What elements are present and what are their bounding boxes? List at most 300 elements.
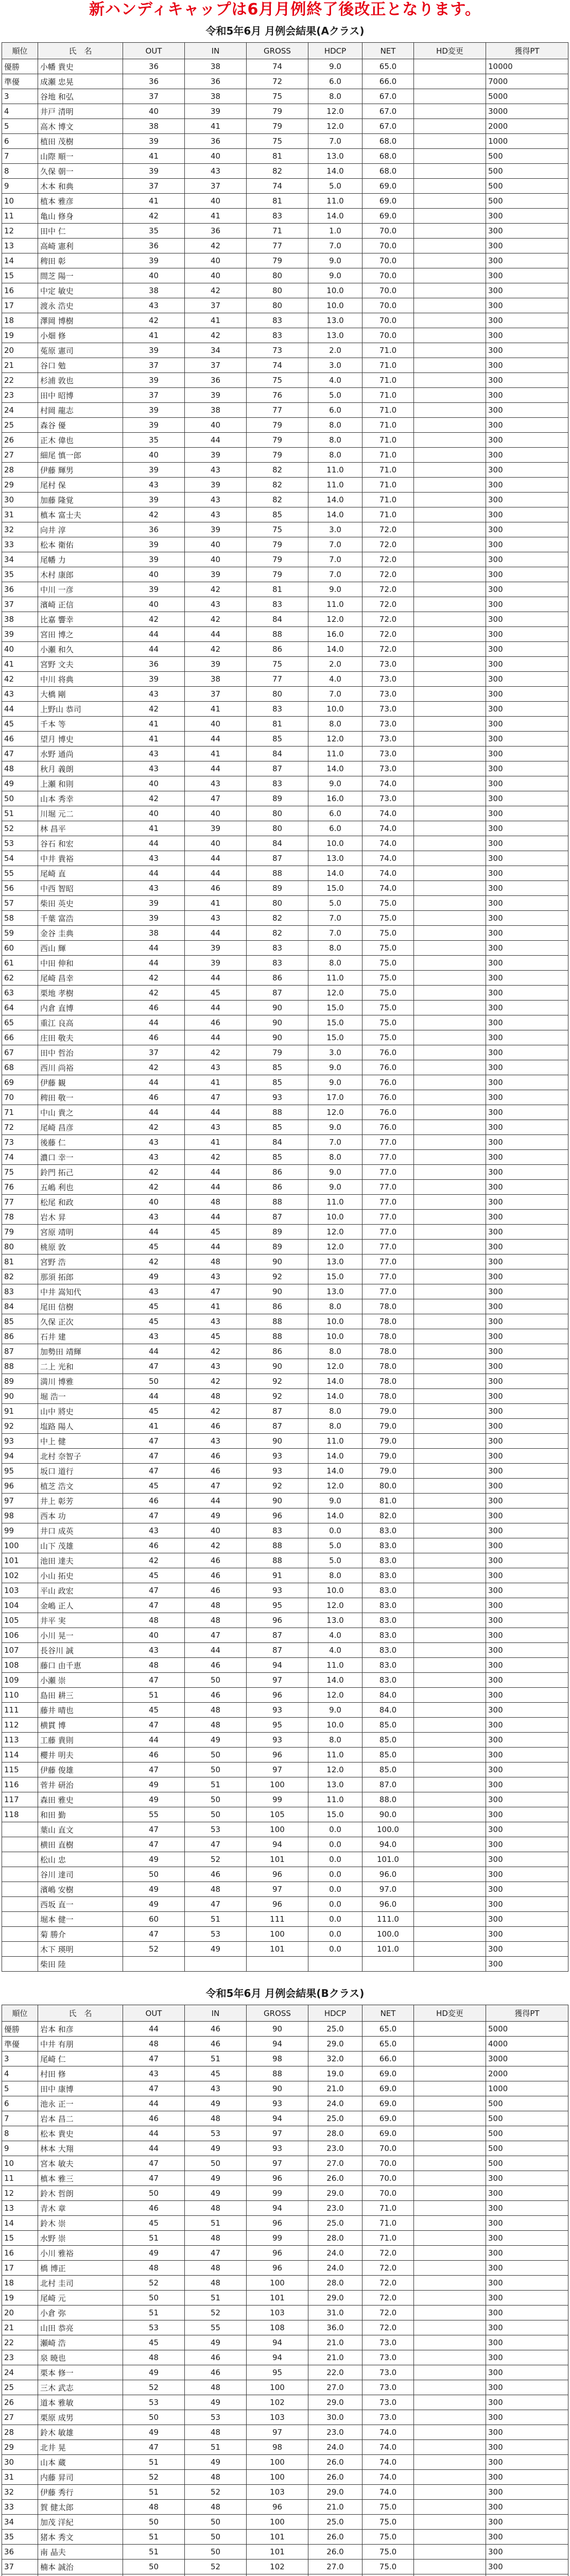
net-cell: 77.0 bbox=[362, 1135, 414, 1150]
points-cell: 300 bbox=[486, 2410, 568, 2425]
hd-change-cell bbox=[414, 851, 486, 866]
points-cell: 300 bbox=[486, 2335, 568, 2350]
in-cell: 51 bbox=[185, 2216, 247, 2231]
out-cell: 50 bbox=[123, 2560, 185, 2574]
out-cell: 47 bbox=[123, 1598, 185, 1613]
hdcp-cell: 11.0 bbox=[308, 747, 362, 761]
hdcp-cell: 25.0 bbox=[308, 2216, 362, 2231]
out-cell: 41 bbox=[123, 194, 185, 209]
rank-cell: 33 bbox=[2, 537, 38, 552]
gross-cell: 88 bbox=[247, 1314, 308, 1329]
table-row bbox=[2, 1210, 568, 1225]
net-cell: 71.0 bbox=[362, 463, 414, 478]
gross-cell: 79 bbox=[247, 104, 308, 119]
gross-cell: 85 bbox=[247, 732, 308, 747]
rank-cell: 30 bbox=[2, 2455, 38, 2470]
table-row bbox=[2, 1135, 568, 1150]
points-cell: 500 bbox=[486, 194, 568, 209]
in-cell: 41 bbox=[185, 896, 247, 911]
hdcp-cell: 0.0 bbox=[308, 1837, 362, 1852]
hd-change-cell bbox=[414, 2395, 486, 2410]
out-cell: 47 bbox=[123, 1509, 185, 1523]
points-cell: 300 bbox=[486, 926, 568, 941]
points-cell: 300 bbox=[486, 971, 568, 986]
rank-cell: 49 bbox=[2, 776, 38, 791]
in-cell: 49 bbox=[185, 2171, 247, 2186]
out-cell: 43 bbox=[123, 1150, 185, 1165]
in-cell: 39 bbox=[185, 567, 247, 582]
net-cell: 69.0 bbox=[362, 2096, 414, 2111]
gross-cell: 100 bbox=[247, 2276, 308, 2291]
gross-cell bbox=[247, 2574, 308, 2576]
name-cell: 尾田 信樹 bbox=[38, 1299, 123, 1314]
table-row bbox=[2, 537, 568, 552]
in-cell: 38 bbox=[185, 403, 247, 418]
net-cell: 85.0 bbox=[362, 1762, 414, 1777]
name-cell: 堀 浩一 bbox=[38, 1389, 123, 1404]
rank-cell: 準優 bbox=[2, 2037, 38, 2052]
points-cell: 300 bbox=[486, 687, 568, 702]
out-cell: 51 bbox=[123, 1688, 185, 1703]
out-cell: 38 bbox=[123, 283, 185, 298]
gross-cell: 99 bbox=[247, 1792, 308, 1807]
hd-change-cell bbox=[414, 1852, 486, 1867]
name-cell: 谷石 和宏 bbox=[38, 836, 123, 851]
rank-cell: 74 bbox=[2, 1150, 38, 1165]
in-cell: 37 bbox=[185, 179, 247, 194]
column-header: HDCP bbox=[308, 43, 362, 59]
name-cell: 上瀬 和則 bbox=[38, 776, 123, 791]
table-row bbox=[2, 1658, 568, 1673]
points-cell: 300 bbox=[486, 597, 568, 612]
gross-cell: 89 bbox=[247, 791, 308, 806]
name-cell: 藤口 由千恵 bbox=[38, 1658, 123, 1673]
gross-cell: 83 bbox=[247, 328, 308, 343]
out-cell: 46 bbox=[123, 2111, 185, 2126]
points-cell: 2000 bbox=[486, 119, 568, 134]
hdcp-cell: 15.0 bbox=[308, 1015, 362, 1030]
rank-cell: 48 bbox=[2, 761, 38, 776]
out-cell: 42 bbox=[123, 612, 185, 627]
hd-change-cell bbox=[414, 224, 486, 239]
name-cell: 千葉 富浩 bbox=[38, 911, 123, 926]
gross-cell: 84 bbox=[247, 836, 308, 851]
out-cell: 53 bbox=[123, 2395, 185, 2410]
hd-change-cell bbox=[414, 418, 486, 433]
points-cell: 500 bbox=[486, 164, 568, 179]
hd-change-cell bbox=[414, 1643, 486, 1658]
out-cell: 50 bbox=[123, 1867, 185, 1882]
hd-change-cell bbox=[414, 612, 486, 627]
points-cell: 300 bbox=[486, 1822, 568, 1837]
rank-cell: 11 bbox=[2, 209, 38, 224]
hd-change-cell bbox=[414, 702, 486, 717]
gross-cell: 100 bbox=[247, 1777, 308, 1792]
points-cell: 300 bbox=[486, 1329, 568, 1344]
out-cell: 44 bbox=[123, 1344, 185, 1359]
points-cell: 500 bbox=[486, 2156, 568, 2171]
hd-change-cell bbox=[414, 911, 486, 926]
points-cell: 300 bbox=[486, 836, 568, 851]
out-cell: 35 bbox=[123, 433, 185, 448]
points-cell: 10000 bbox=[486, 59, 568, 74]
net-cell: 75.0 bbox=[362, 911, 414, 926]
gross-cell: 100 bbox=[247, 2455, 308, 2470]
in-cell: 49 bbox=[185, 1942, 247, 1957]
table-row bbox=[2, 627, 568, 642]
points-cell: 300 bbox=[486, 1404, 568, 1419]
rank-cell: 29 bbox=[2, 2440, 38, 2455]
in-cell: 40 bbox=[185, 149, 247, 164]
notice-banner: 新ハンディキャップは6月月例終了後改正となります。 bbox=[89, 1, 481, 19]
points-cell: 500 bbox=[486, 179, 568, 194]
rank-cell: 14 bbox=[2, 253, 38, 268]
name-cell: 後藤 仁 bbox=[38, 1135, 123, 1150]
points-cell: 300 bbox=[486, 2320, 568, 2335]
net-cell: 70.0 bbox=[362, 313, 414, 328]
in-cell: 46 bbox=[185, 1464, 247, 1479]
out-cell: 44 bbox=[123, 836, 185, 851]
out-cell: 44 bbox=[123, 941, 185, 956]
in-cell: 48 bbox=[185, 2500, 247, 2515]
out-cell: 41 bbox=[123, 328, 185, 343]
points-cell: 300 bbox=[486, 1314, 568, 1329]
rank-cell: 108 bbox=[2, 1658, 38, 1673]
points-cell: 300 bbox=[486, 2365, 568, 2380]
rank-cell: 22 bbox=[2, 373, 38, 388]
in-cell: 50 bbox=[185, 2530, 247, 2545]
table-row bbox=[2, 926, 568, 941]
net-cell: 83.0 bbox=[362, 1658, 414, 1673]
in-cell: 41 bbox=[185, 119, 247, 134]
gross-cell: 97 bbox=[247, 1762, 308, 1777]
gross-cell: 88 bbox=[247, 1329, 308, 1344]
out-cell: 45 bbox=[123, 1568, 185, 1583]
rank-cell: 準優 bbox=[2, 74, 38, 89]
table-row bbox=[2, 2350, 568, 2365]
name-cell: 濱崎 正信 bbox=[38, 597, 123, 612]
table-row bbox=[2, 881, 568, 896]
table-row bbox=[2, 507, 568, 522]
rank-cell: 85 bbox=[2, 1314, 38, 1329]
points-cell: 300 bbox=[486, 1045, 568, 1060]
out-cell: 39 bbox=[123, 418, 185, 433]
hd-change-cell bbox=[414, 761, 486, 776]
net-cell: 77.0 bbox=[362, 1165, 414, 1180]
hdcp-cell: 7.0 bbox=[308, 687, 362, 702]
points-cell: 300 bbox=[486, 253, 568, 268]
hd-change-cell bbox=[414, 1553, 486, 1568]
in-cell: 43 bbox=[185, 463, 247, 478]
name-cell: 岩本 和彦 bbox=[38, 2022, 123, 2037]
out-cell: 44 bbox=[123, 1733, 185, 1748]
table-row bbox=[2, 134, 568, 149]
gross-cell: 90 bbox=[247, 1359, 308, 1374]
gross-cell: 97 bbox=[247, 1882, 308, 1897]
points-cell: 500 bbox=[486, 149, 568, 164]
table-row bbox=[2, 791, 568, 806]
out-cell: 42 bbox=[123, 986, 185, 1001]
table-row bbox=[2, 747, 568, 761]
net-cell: 70.0 bbox=[362, 2171, 414, 2186]
out-cell: 49 bbox=[123, 1792, 185, 1807]
out-cell: 40 bbox=[123, 806, 185, 821]
in-cell: 44 bbox=[185, 1210, 247, 1225]
out-cell: 49 bbox=[123, 1882, 185, 1897]
out-cell: 45 bbox=[123, 1240, 185, 1255]
in-cell: 44 bbox=[185, 732, 247, 747]
net-cell: 83.0 bbox=[362, 1598, 414, 1613]
table-row bbox=[2, 463, 568, 478]
table-row bbox=[2, 418, 568, 433]
gross-cell: 79 bbox=[247, 552, 308, 567]
out-cell: 46 bbox=[123, 1494, 185, 1509]
net-cell: 83.0 bbox=[362, 1628, 414, 1643]
hdcp-cell bbox=[308, 2574, 362, 2576]
hd-change-cell bbox=[414, 1255, 486, 1269]
in-cell: 47 bbox=[185, 1628, 247, 1643]
hd-change-cell bbox=[414, 1598, 486, 1613]
table-row bbox=[2, 2096, 568, 2111]
net-cell: 71.0 bbox=[362, 493, 414, 507]
out-cell: 47 bbox=[123, 1449, 185, 1464]
points-cell: 300 bbox=[486, 2276, 568, 2291]
hdcp-cell: 12.0 bbox=[308, 1225, 362, 1240]
points-cell: 300 bbox=[486, 1419, 568, 1434]
in-cell: 46 bbox=[185, 1553, 247, 1568]
gross-cell: 100 bbox=[247, 2515, 308, 2530]
points-cell: 300 bbox=[486, 1897, 568, 1912]
net-cell: 83.0 bbox=[362, 1673, 414, 1688]
net-cell: 76.0 bbox=[362, 1090, 414, 1105]
net-cell: 72.0 bbox=[362, 597, 414, 612]
out-cell: 39 bbox=[123, 343, 185, 358]
points-cell: 300 bbox=[486, 2455, 568, 2470]
points-cell: 500 bbox=[486, 2111, 568, 2126]
net-cell: 78.0 bbox=[362, 1344, 414, 1359]
in-cell: 44 bbox=[185, 1643, 247, 1658]
gross-cell: 93 bbox=[247, 1090, 308, 1105]
gross-cell: 96 bbox=[247, 2246, 308, 2261]
name-cell: 菅井 研治 bbox=[38, 1777, 123, 1792]
out-cell: 42 bbox=[123, 507, 185, 522]
points-cell: 300 bbox=[486, 448, 568, 463]
rank-cell: 5 bbox=[2, 2081, 38, 2096]
gross-cell: 75 bbox=[247, 373, 308, 388]
net-cell: 74.0 bbox=[362, 806, 414, 821]
out-cell: 36 bbox=[123, 657, 185, 672]
gross-cell: 84 bbox=[247, 612, 308, 627]
net-cell: 77.0 bbox=[362, 1269, 414, 1284]
net-cell: 72.0 bbox=[362, 2306, 414, 2320]
points-cell: 300 bbox=[486, 2186, 568, 2201]
hdcp-cell: 3.0 bbox=[308, 1045, 362, 1060]
rank-cell: 116 bbox=[2, 1777, 38, 1792]
table-row bbox=[2, 1509, 568, 1523]
in-cell: 51 bbox=[185, 2052, 247, 2066]
out-cell: 45 bbox=[123, 2335, 185, 2350]
name-cell: 成瀬 忠晃 bbox=[38, 74, 123, 89]
name-cell: 澤岡 博樹 bbox=[38, 313, 123, 328]
hd-change-cell bbox=[414, 1897, 486, 1912]
net-cell: 72.0 bbox=[362, 612, 414, 627]
in-cell: 46 bbox=[185, 1449, 247, 1464]
net-cell: 82.0 bbox=[362, 1509, 414, 1523]
rank-cell: 23 bbox=[2, 2350, 38, 2365]
hd-change-cell bbox=[414, 552, 486, 567]
in-cell: 43 bbox=[185, 493, 247, 507]
hdcp-cell: 10.0 bbox=[308, 283, 362, 298]
hd-change-cell bbox=[414, 717, 486, 732]
name-cell: 望月 博史 bbox=[38, 732, 123, 747]
name-cell: 西山 輝 bbox=[38, 941, 123, 956]
net-cell: 83.0 bbox=[362, 1553, 414, 1568]
gross-cell: 94 bbox=[247, 2201, 308, 2216]
rank-cell: 15 bbox=[2, 2231, 38, 2246]
gross-cell: 90 bbox=[247, 1255, 308, 1269]
net-cell: 72.0 bbox=[362, 2246, 414, 2261]
in-cell: 46 bbox=[185, 2037, 247, 2052]
points-cell: 300 bbox=[486, 224, 568, 239]
hd-change-cell bbox=[414, 941, 486, 956]
in-cell: 41 bbox=[185, 1135, 247, 1150]
name-cell: 小瀬 崇 bbox=[38, 1673, 123, 1688]
gross-cell: 93 bbox=[247, 2141, 308, 2156]
table-row bbox=[2, 2395, 568, 2410]
out-cell: 50 bbox=[123, 2410, 185, 2425]
gross-cell: 85 bbox=[247, 507, 308, 522]
hd-change-cell bbox=[414, 821, 486, 836]
in-cell: 43 bbox=[185, 1314, 247, 1329]
rank-cell bbox=[2, 2574, 38, 2576]
hdcp-cell: 12.0 bbox=[308, 986, 362, 1001]
hdcp-cell: 2.0 bbox=[308, 657, 362, 672]
hd-change-cell bbox=[414, 119, 486, 134]
hd-change-cell bbox=[414, 567, 486, 582]
hd-change-cell bbox=[414, 358, 486, 373]
rank-cell: 72 bbox=[2, 1120, 38, 1135]
gross-cell: 95 bbox=[247, 2365, 308, 2380]
points-cell: 300 bbox=[486, 2530, 568, 2545]
in-cell: 36 bbox=[185, 74, 247, 89]
rank-cell: 17 bbox=[2, 298, 38, 313]
table-row bbox=[2, 941, 568, 956]
gross-cell: 79 bbox=[247, 1045, 308, 1060]
hdcp-cell: 0.0 bbox=[308, 1822, 362, 1837]
name-cell: 森谷 優 bbox=[38, 418, 123, 433]
column-header: GROSS bbox=[247, 2005, 308, 2022]
in-cell: 34 bbox=[185, 343, 247, 358]
out-cell: 52 bbox=[123, 2276, 185, 2291]
out-cell: 39 bbox=[123, 672, 185, 687]
hdcp-cell: 26.0 bbox=[308, 2545, 362, 2560]
rank-cell: 42 bbox=[2, 672, 38, 687]
rank-cell bbox=[2, 1822, 38, 1837]
name-cell: 北井 晃 bbox=[38, 2440, 123, 2455]
table-row bbox=[2, 1180, 568, 1195]
hdcp-cell: 12.0 bbox=[308, 1359, 362, 1374]
rank-cell: 24 bbox=[2, 2365, 38, 2380]
column-header: OUT bbox=[123, 2005, 185, 2022]
name-cell: 田中 昭博 bbox=[38, 388, 123, 403]
out-cell: 48 bbox=[123, 2261, 185, 2276]
hdcp-cell: 14.0 bbox=[308, 1389, 362, 1404]
points-cell: 300 bbox=[486, 2440, 568, 2455]
table-row bbox=[2, 104, 568, 119]
name-cell: 北村 奈智子 bbox=[38, 1449, 123, 1464]
hd-change-cell bbox=[414, 2231, 486, 2246]
hdcp-cell: 6.0 bbox=[308, 806, 362, 821]
gross-cell: 74 bbox=[247, 179, 308, 194]
in-cell: 49 bbox=[185, 2186, 247, 2201]
rank-cell: 6 bbox=[2, 134, 38, 149]
name-cell: 加茂 洋紀 bbox=[38, 2515, 123, 2530]
rank-cell: 47 bbox=[2, 747, 38, 761]
out-cell: 43 bbox=[123, 761, 185, 776]
hd-change-cell bbox=[414, 1374, 486, 1389]
hdcp-cell: 9.0 bbox=[308, 1060, 362, 1075]
points-cell: 300 bbox=[486, 1837, 568, 1852]
net-cell: 77.0 bbox=[362, 1150, 414, 1165]
points-cell: 300 bbox=[486, 672, 568, 687]
out-cell: 42 bbox=[123, 1180, 185, 1195]
points-cell: 300 bbox=[486, 1284, 568, 1299]
points-cell: 300 bbox=[486, 761, 568, 776]
net-cell: 75.0 bbox=[362, 1001, 414, 1015]
out-cell: 55 bbox=[123, 1807, 185, 1822]
in-cell: 43 bbox=[185, 597, 247, 612]
in-cell: 51 bbox=[185, 2291, 247, 2306]
in-cell: 49 bbox=[185, 1733, 247, 1748]
hdcp-cell: 8.0 bbox=[308, 941, 362, 956]
gross-cell: 79 bbox=[247, 537, 308, 552]
hd-change-cell bbox=[414, 1703, 486, 1718]
out-cell: 43 bbox=[123, 1523, 185, 1538]
gross-cell: 96 bbox=[247, 1867, 308, 1882]
rank-cell: 22 bbox=[2, 2335, 38, 2350]
hdcp-cell: 7.0 bbox=[308, 567, 362, 582]
hd-change-cell bbox=[414, 986, 486, 1001]
gross-cell: 71 bbox=[247, 224, 308, 239]
in-cell: 52 bbox=[185, 2485, 247, 2500]
net-cell: 74.0 bbox=[362, 836, 414, 851]
name-cell: 金嶋 正人 bbox=[38, 1598, 123, 1613]
table-row bbox=[2, 806, 568, 821]
hd-change-cell bbox=[414, 747, 486, 761]
table-row bbox=[2, 2380, 568, 2395]
table-row bbox=[2, 1374, 568, 1389]
net-cell: 78.0 bbox=[362, 1374, 414, 1389]
hdcp-cell: 28.0 bbox=[308, 2126, 362, 2141]
net-cell: 71.0 bbox=[362, 2216, 414, 2231]
net-cell: 71.0 bbox=[362, 2231, 414, 2246]
hdcp-cell: 29.0 bbox=[308, 2485, 362, 2500]
rank-cell: 115 bbox=[2, 1762, 38, 1777]
table-row bbox=[2, 328, 568, 343]
gross-cell: 88 bbox=[247, 1105, 308, 1120]
points-cell: 300 bbox=[486, 1538, 568, 1553]
rank-cell: 62 bbox=[2, 971, 38, 986]
points-cell bbox=[486, 2574, 568, 2576]
table-row bbox=[2, 866, 568, 881]
gross-cell: 79 bbox=[247, 119, 308, 134]
gross-cell: 90 bbox=[247, 1494, 308, 1509]
rank-cell: 89 bbox=[2, 1374, 38, 1389]
in-cell: 39 bbox=[185, 388, 247, 403]
out-cell: 40 bbox=[123, 268, 185, 283]
table-row bbox=[2, 1240, 568, 1255]
out-cell: 39 bbox=[123, 403, 185, 418]
